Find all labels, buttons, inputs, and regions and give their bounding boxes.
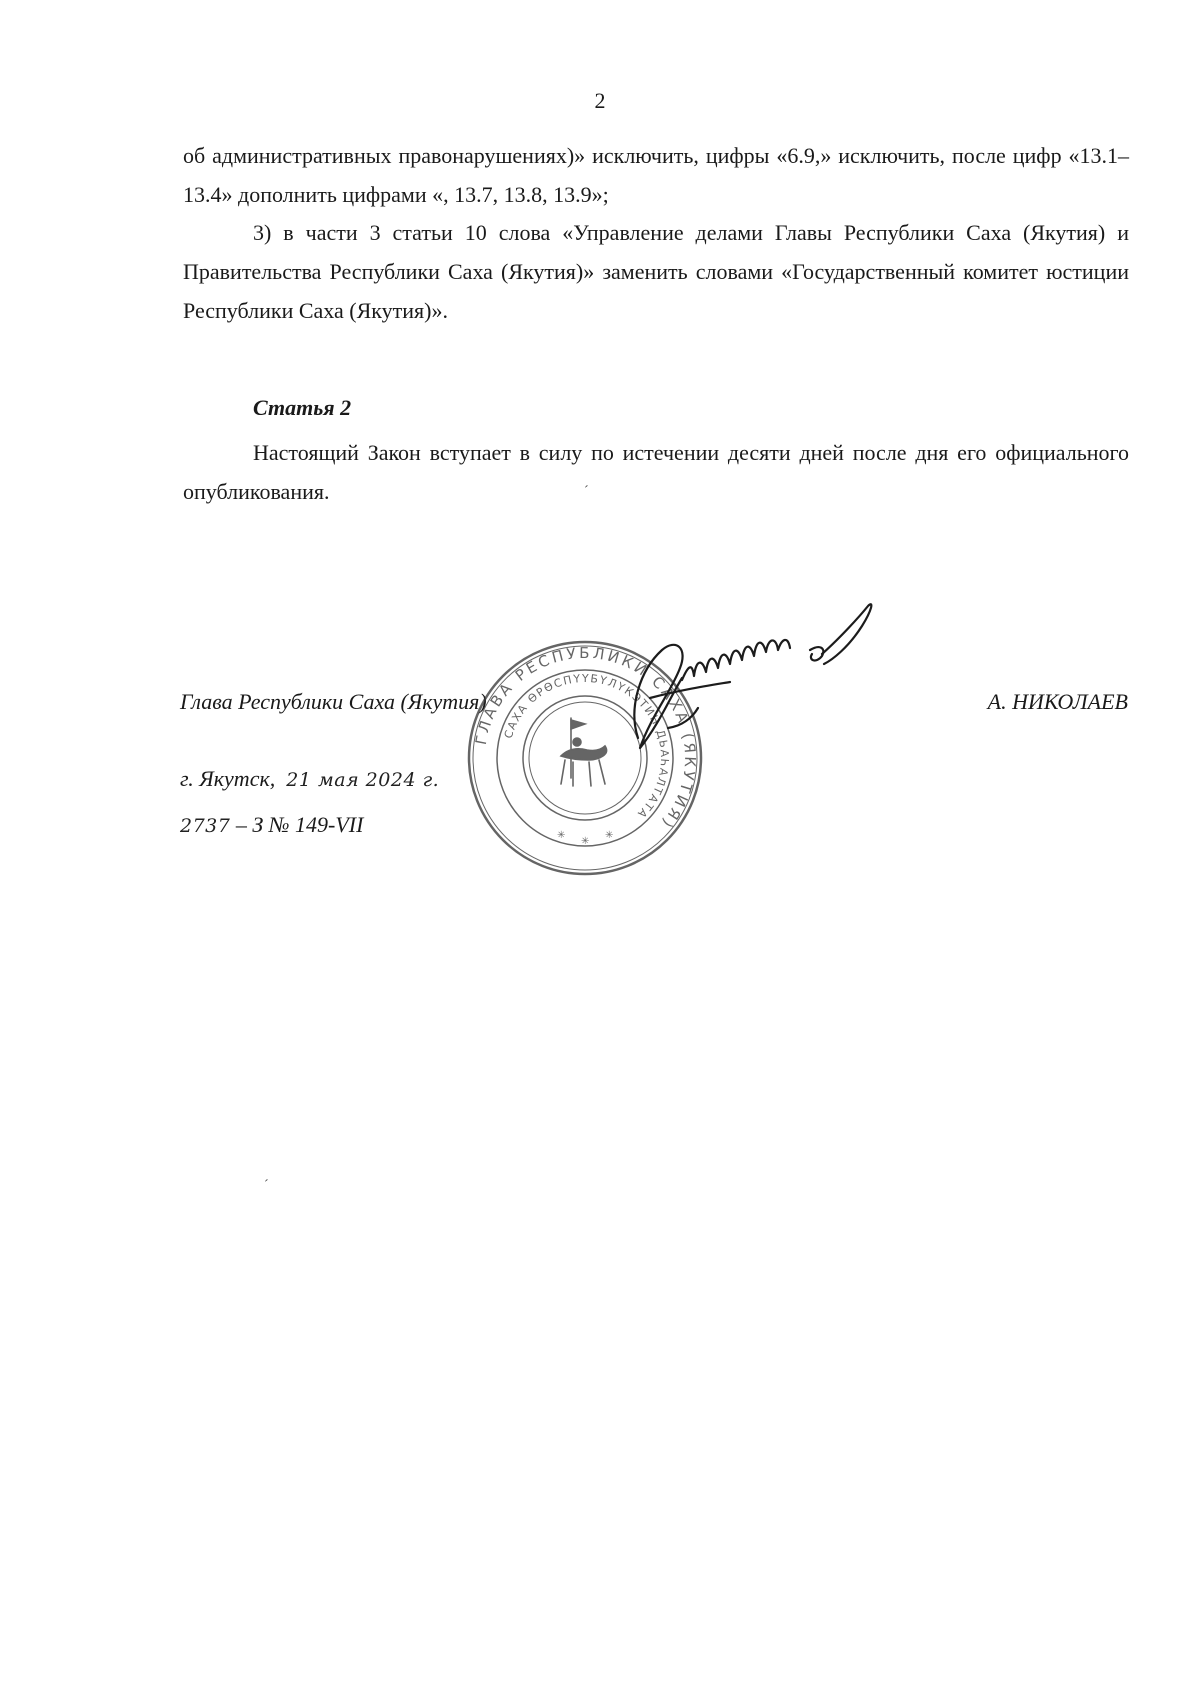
- svg-text:✳: ✳: [605, 830, 614, 841]
- place-label: г. Якутск,: [180, 766, 276, 791]
- printed-law-number: – З № 149-VII: [235, 812, 364, 837]
- stamp-inner-text: САХА ӨРӨСПҮҮБҮЛҮКЭТИН ДЬАҺАЛТАТА: [501, 671, 672, 822]
- svg-text:✳: ✳: [581, 836, 590, 847]
- place-date: [180, 766, 439, 792]
- svg-text:✳: ✳: [557, 830, 566, 841]
- stamp-outer-text: ГЛАВА РЕСПУБЛИКИ САХА (ЯКУТИЯ): [471, 643, 700, 834]
- signatory-title: Глава Республики Саха (Якутия): [180, 689, 487, 714]
- signatory-name: А. НИКОЛАЕВ: [987, 689, 1128, 714]
- stray-mark: ˊ: [264, 1178, 269, 1193]
- handwritten-number: 2737: [180, 815, 231, 837]
- page-number: 2: [594, 88, 606, 113]
- paragraph-continuation: об административных правонарушениях)» исключить, цифры «6.9,» исключить, после цифр «13.1–13.4» дополнить цифрами «, 13.7, 13.8, 13.9»;: [183, 143, 1129, 207]
- stray-mark: ˊ: [584, 484, 589, 499]
- paragraph-item-3: 3) в части 3 статьи 10 слова «Управление делами Главы Республики Саха (Якутия) и Правительства Республики Саха (Якутия)» заменить словами «Государственный комитет юстиции Республики Саха (Якутия)».: [183, 220, 1129, 323]
- handwritten-date: 21 мая 2024 г.: [286, 769, 440, 791]
- handwritten-signature-icon: [610, 598, 950, 768]
- article-2-text: Настоящий Закон вступает в силу по истечении десяти дней после дня его официального опубликования.: [183, 440, 1129, 504]
- law-number: [180, 812, 363, 838]
- article-2-heading: Статья 2: [253, 395, 352, 420]
